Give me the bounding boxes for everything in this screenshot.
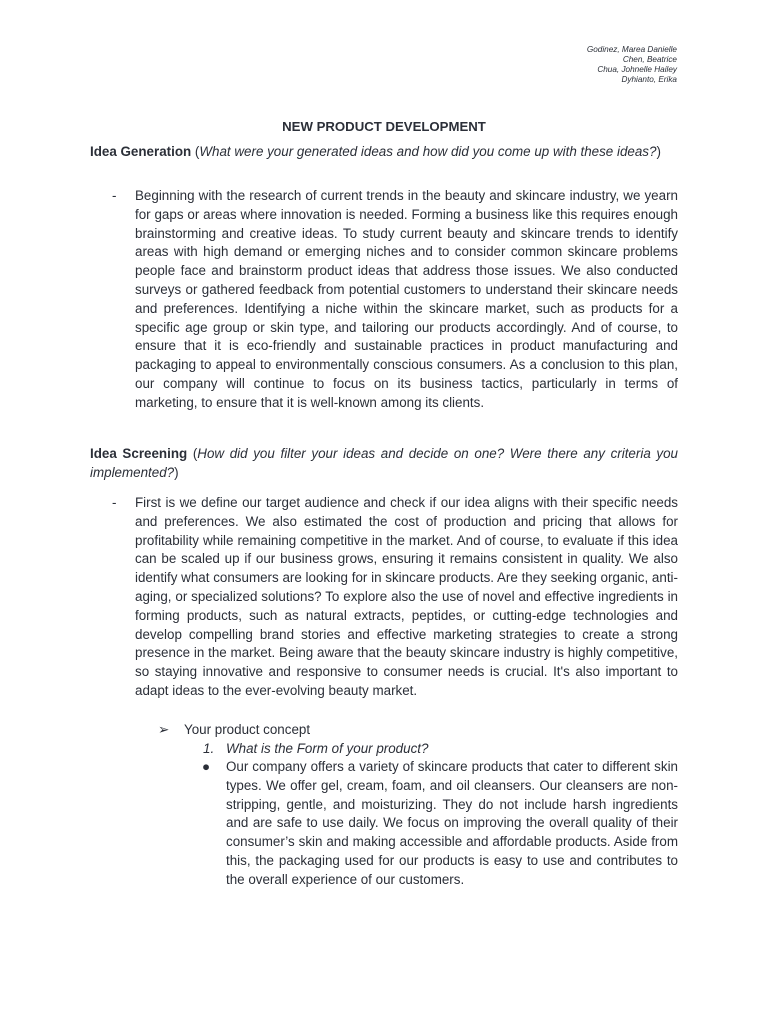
idea-generation-heading: Idea Generation (What were your generated ideas and how did you come up with these ideas?) — [90, 144, 661, 159]
product-form-answer — [202, 758, 678, 890]
dash-marker: - — [112, 495, 117, 510]
author-name: Dyhianto, Erika — [621, 75, 677, 84]
numbered-question — [203, 739, 428, 758]
author-list — [587, 45, 677, 85]
author-name: Chen, Beatrice — [622, 55, 677, 64]
section-question: How did you filter your ideas and decide on one? Were there any criteria you implemented? — [90, 446, 678, 480]
idea-generation-item — [90, 187, 678, 413]
dash-marker: - — [112, 188, 117, 203]
section-question: What were your generated ideas and how did you come up with these ideas? — [199, 144, 657, 159]
product-concept-label: Your product concept — [184, 722, 311, 737]
product-concept-item — [158, 720, 310, 739]
idea-screening-text: First is we define our target audience and check if our idea aligns with their specific needs and preferences. We also estimated the cost of production and pricing that allows for profitability while remaining competitive in the market. And of course, to evaluate if this idea can be scaled up if our business grows, ensuring it remains consistent in quality. We also identify what consumers are looking for in skincare products. Are they seeking organic, anti-aging, or specialized solutions? To explore also the use of novel and effective ingredients in forming products, such as natural extracts, peptides, or cutting-edge technologies and develop compelling brand stories and effective marketing strategies to create a strong presence in the market. Being aware that the beauty skincare industry is highly competitive, so staying innovative and responsive to consumer needs is crucial. It's also important to adapt ideas to the ever-evolving beauty market. — [135, 495, 678, 698]
idea-generation-text: Beginning with the research of current trends in the beauty and skincare industry, we yearn for gaps or areas where innovation is needed. Forming a business like this requires enough brainstorming and creative ideas. To study current beauty and skincare trends to identify areas with high demand or emerging niches and to consider common skincare problems people face and brainstorm product ideas that address those issues. We also conducted surveys or gathered feedback from potential customers to understand their skincare needs and preferences. Identifying a niche within the skincare market, such as products for a specific age group or skin type, and tailoring our products accordingly. And of course, to ensure that it is eco-friendly and sustainable practices in product manufacturing and packaging to appeal to environmentally conscious consumers. As a conclusion to this plan, our company will continue to focus on its business tactics, particularly in terms of marketing, to ensure that it is well-known among its clients. — [135, 188, 678, 410]
product-form-question: What is the Form of your product? — [226, 741, 429, 756]
author-name: Godinez, Marea Danielle — [586, 45, 677, 54]
bullet-icon: ● — [202, 759, 211, 774]
section-title: Idea Screening — [90, 446, 188, 461]
product-form-text: Our company offers a variety of skincare products that cater to different skin types. We offer gel, cream, foam, and oil cleansers. Our cleansers are non-stripping, gentle, and moisturizing. They do not include harsh ingredients and are safe to use daily. We focus on improving the overall quality of their consumer’s skin and making accessible and affordable products. Aside from this, the packaging used for our products is easy to use and contributes to the overall experience of our customers. — [226, 759, 678, 887]
idea-screening-heading: Idea Screening (How did you filter your ideas and decide on one? Were there any criteria you implemented?) — [90, 446, 678, 480]
section-title: Idea Generation — [90, 144, 192, 159]
document-title: NEW PRODUCT DEVELOPMENT — [282, 119, 486, 134]
arrow-bullet-icon: ➢ — [158, 722, 170, 737]
author-name: Chua, Johnelle Hailey — [597, 65, 677, 74]
list-number: 1. — [203, 741, 215, 756]
idea-screening-item — [90, 494, 678, 701]
